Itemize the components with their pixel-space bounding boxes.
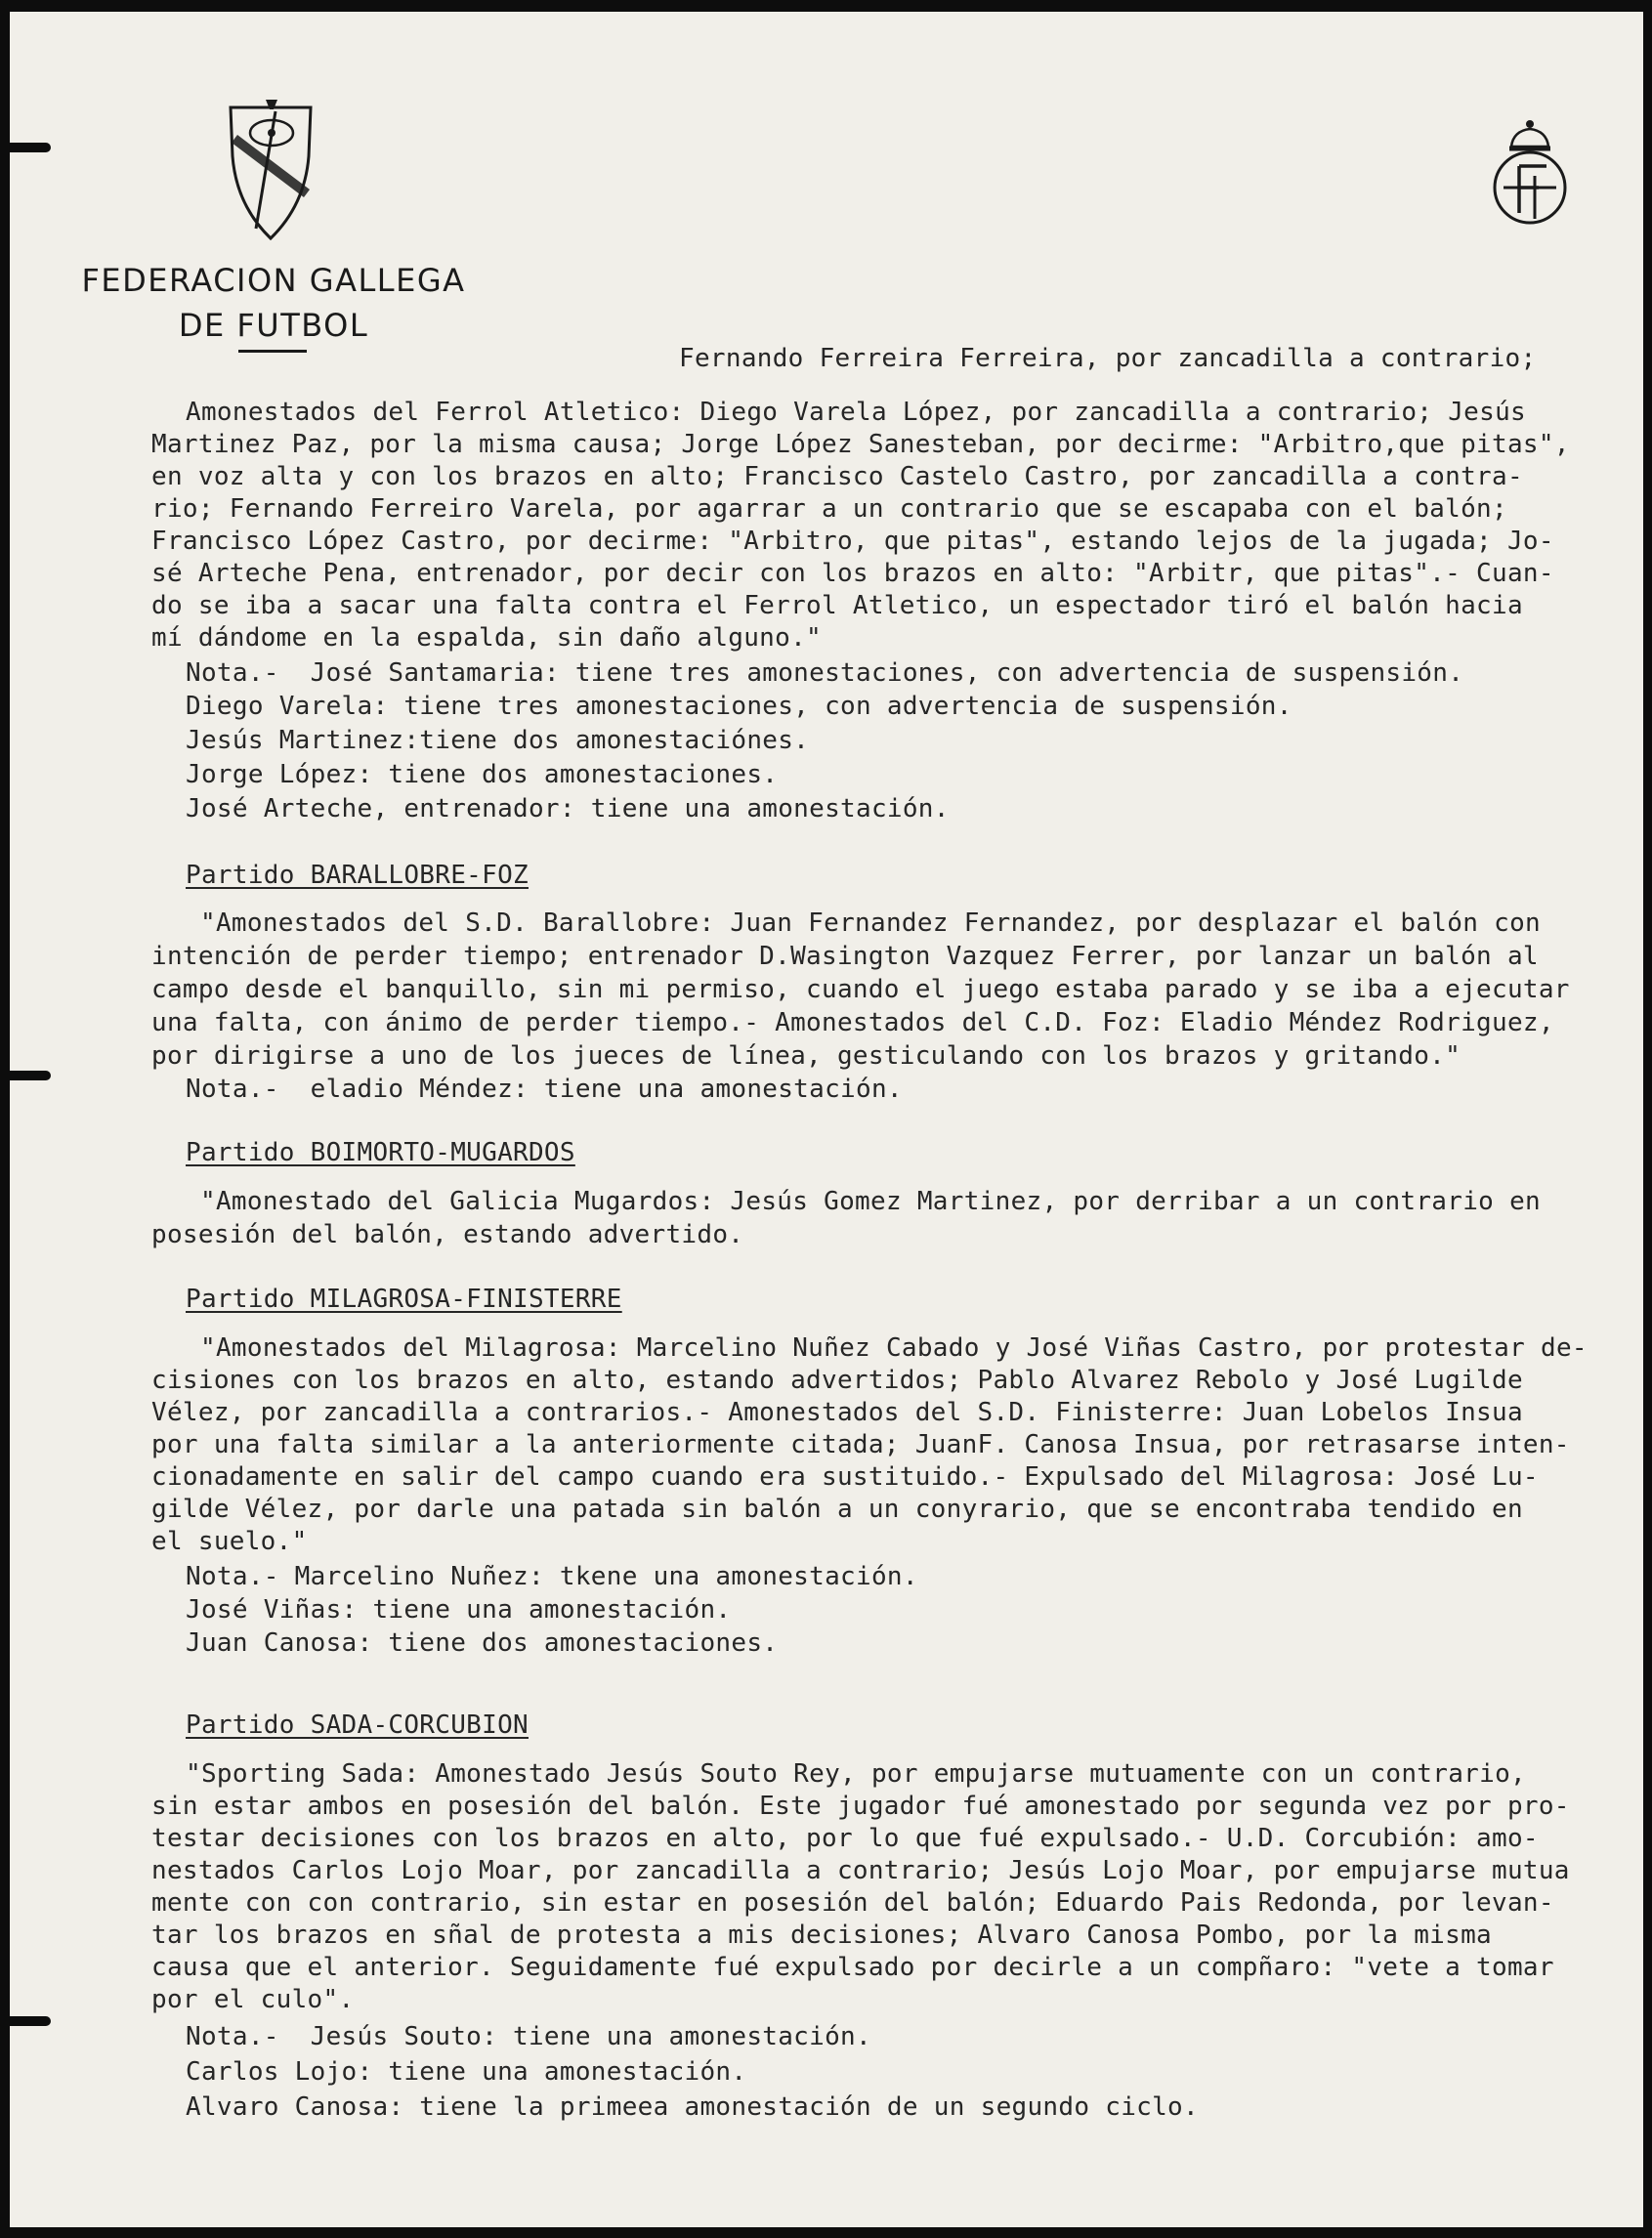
federation-name	[78, 258, 469, 348]
text-line: por una falta similar a la anteriormente citada; JuanF. Canosa Insua, por retrasarse inten-	[151, 1430, 1570, 1459]
text-line: cisiones con los brazos en alto, estando advertidos; Pablo Alvarez Rebolo y José Lugilde	[151, 1366, 1523, 1395]
text-line: campo desde el banquillo, sin mi permiso, cuando el juego estaba parado y se iba a ejecutar	[151, 975, 1570, 1004]
federation-name-line2: DE FUTBOL	[178, 307, 369, 344]
section-heading: Partido SADA-CORCUBION	[186, 1710, 529, 1740]
text-line: "Sporting Sada: Amonestado Jesús Souto Rey, por empujarse mutuamente con un contrario,	[186, 1759, 1526, 1789]
text-line: do se iba a sacar una falta contra el Ferrol Atletico, un espectador tiró el balón hacia	[151, 591, 1523, 620]
text-line: una falta, con ánimo de perder tiempo.- Amonestados del C.D. Foz: Eladio Méndez Rodriguez,	[151, 1008, 1554, 1037]
text-line: gilde Vélez, por darle una patada sin balón a un conyrario, que se encontraba tendido en	[151, 1495, 1523, 1524]
text-line: por el culo".	[151, 1985, 355, 2014]
text-line: rio; Fernando Ferreiro Varela, por agarrar a un contrario que se escapaba con el balón;	[151, 494, 1507, 524]
text-line: testar decisiones con los brazos en alto, por lo que fué expulsado.- U.D. Corcubión: amo-	[151, 1824, 1539, 1853]
text-line: intención de perder tiempo; entrenador D.Wasington Vazquez Ferrer, por lanzar un balón al	[151, 942, 1539, 971]
text-line: Jesús Martinez:tiene dos amonestaciónes.	[186, 726, 810, 755]
text-line: "Amonestados del Milagrosa: Marcelino Nuñez Cabado y José Viñas Castro, por protestar de-	[200, 1333, 1588, 1363]
nota-line: Nota.- Marcelino Nuñez: tkene una amonestación.	[186, 1562, 918, 1591]
text-line: tar los brazos en sñal de protesta a mis decisiones; Alvaro Canosa Pombo, por la misma	[151, 1921, 1492, 1950]
nota-line: Nota.- eladio Méndez: tiene una amonestación.	[186, 1075, 903, 1104]
text-line: posesión del balón, estando advertido.	[151, 1220, 744, 1249]
text-line: Juan Canosa: tiene dos amonestaciones.	[186, 1628, 779, 1658]
section-heading: Partido MILAGROSA-FINISTERRE	[186, 1285, 622, 1314]
text-line: Carlos Lojo: tiene una amonestación.	[186, 2057, 747, 2087]
text-line: Francisco López Castro, por decirme: "Arbitro, que pitas", estando lejos de la jugada; Jo-	[151, 527, 1554, 556]
text-line: Jorge López: tiene dos amonestaciones.	[186, 760, 779, 789]
text-line: mente con con contrario, sin estar en posesión del balón; Eduardo Pais Redonda, por levan-	[151, 1888, 1554, 1918]
federation-underline	[238, 350, 307, 353]
text-line: por dirigirse a uno de los jueces de línea, gesticulando con los brazos y gritando."	[151, 1041, 1461, 1071]
text-line: sin estar ambos en posesión del balón. Este jugador fué amonestado por segunda vez por pro-	[151, 1792, 1570, 1821]
text-line: "Amonestados del S.D. Barallobre: Juan Fernandez Fernandez, por desplazar el balón con	[200, 908, 1541, 938]
text-line: Martinez Paz, por la misma causa; Jorge López Sanesteban, por decirme: "Arbitro,que pitas",	[151, 430, 1570, 459]
text-line: el suelo."	[151, 1527, 308, 1556]
text-line: mí dándome en la espalda, sin daño alguno."	[151, 623, 822, 653]
text-line: cionadamente en salir del campo cuando era sustituido.- Expulsado del Milagrosa: José Lu-	[151, 1462, 1539, 1492]
text-line: Amonestados del Ferrol Atletico: Diego Varela López, por zancadilla a contrario; Jesús	[186, 398, 1526, 427]
text-line: Diego Varela: tiene tres amonestaciones, con advertencia de suspensión.	[186, 692, 1292, 721]
rfef-crowned-crest-icon	[1490, 117, 1570, 227]
section-heading: Partido BOIMORTO-MUGARDOS	[186, 1138, 575, 1167]
nota-line: Nota.- Jesús Souto: tiene una amonestación.	[186, 2022, 871, 2051]
text-line: Fernando Ferreira Ferreira, por zancadilla a contrario;	[679, 344, 1537, 373]
section-heading: Partido BARALLOBRE-FOZ	[186, 861, 529, 890]
text-line: José Viñas: tiene una amonestación.	[186, 1595, 732, 1625]
text-line: "Amonestado del Galicia Mugardos: Jesús Gomez Martinez, por derribar a un contrario en	[200, 1187, 1541, 1216]
text-line: sé Arteche Pena, entrenador, por decir con los brazos en alto: "Arbitr, que pitas".- Cuan-	[151, 559, 1554, 588]
text-line: José Arteche, entrenador: tiene una amonestación.	[186, 794, 950, 823]
nota-line: Nota.- José Santamaria: tiene tres amonestaciones, con advertencia de suspensión.	[186, 658, 1464, 688]
federation-name-line1: FEDERACION GALLEGA	[81, 262, 466, 299]
text-line: nestados Carlos Lojo Moar, por zancadilla a contrario; Jesús Lojo Moar, por empujarse mutua	[151, 1856, 1570, 1885]
text-line: en voz alta y con los brazos en alto; Francisco Castelo Castro, por zancadilla a contra-	[151, 462, 1523, 491]
text-line: Vélez, por zancadilla a contrarios.- Amonestados del S.D. Finisterre: Juan Lobelos Insua	[151, 1398, 1523, 1427]
federacion-gallega-crest-icon	[227, 100, 315, 244]
text-line: Alvaro Canosa: tiene la primeea amonestación de un segundo ciclo.	[186, 2092, 1199, 2122]
text-line: causa que el anterior. Seguidamente fué expulsado por decirle a un compñaro: "vete a tomar	[151, 1953, 1554, 1982]
document-page	[10, 12, 1643, 2227]
